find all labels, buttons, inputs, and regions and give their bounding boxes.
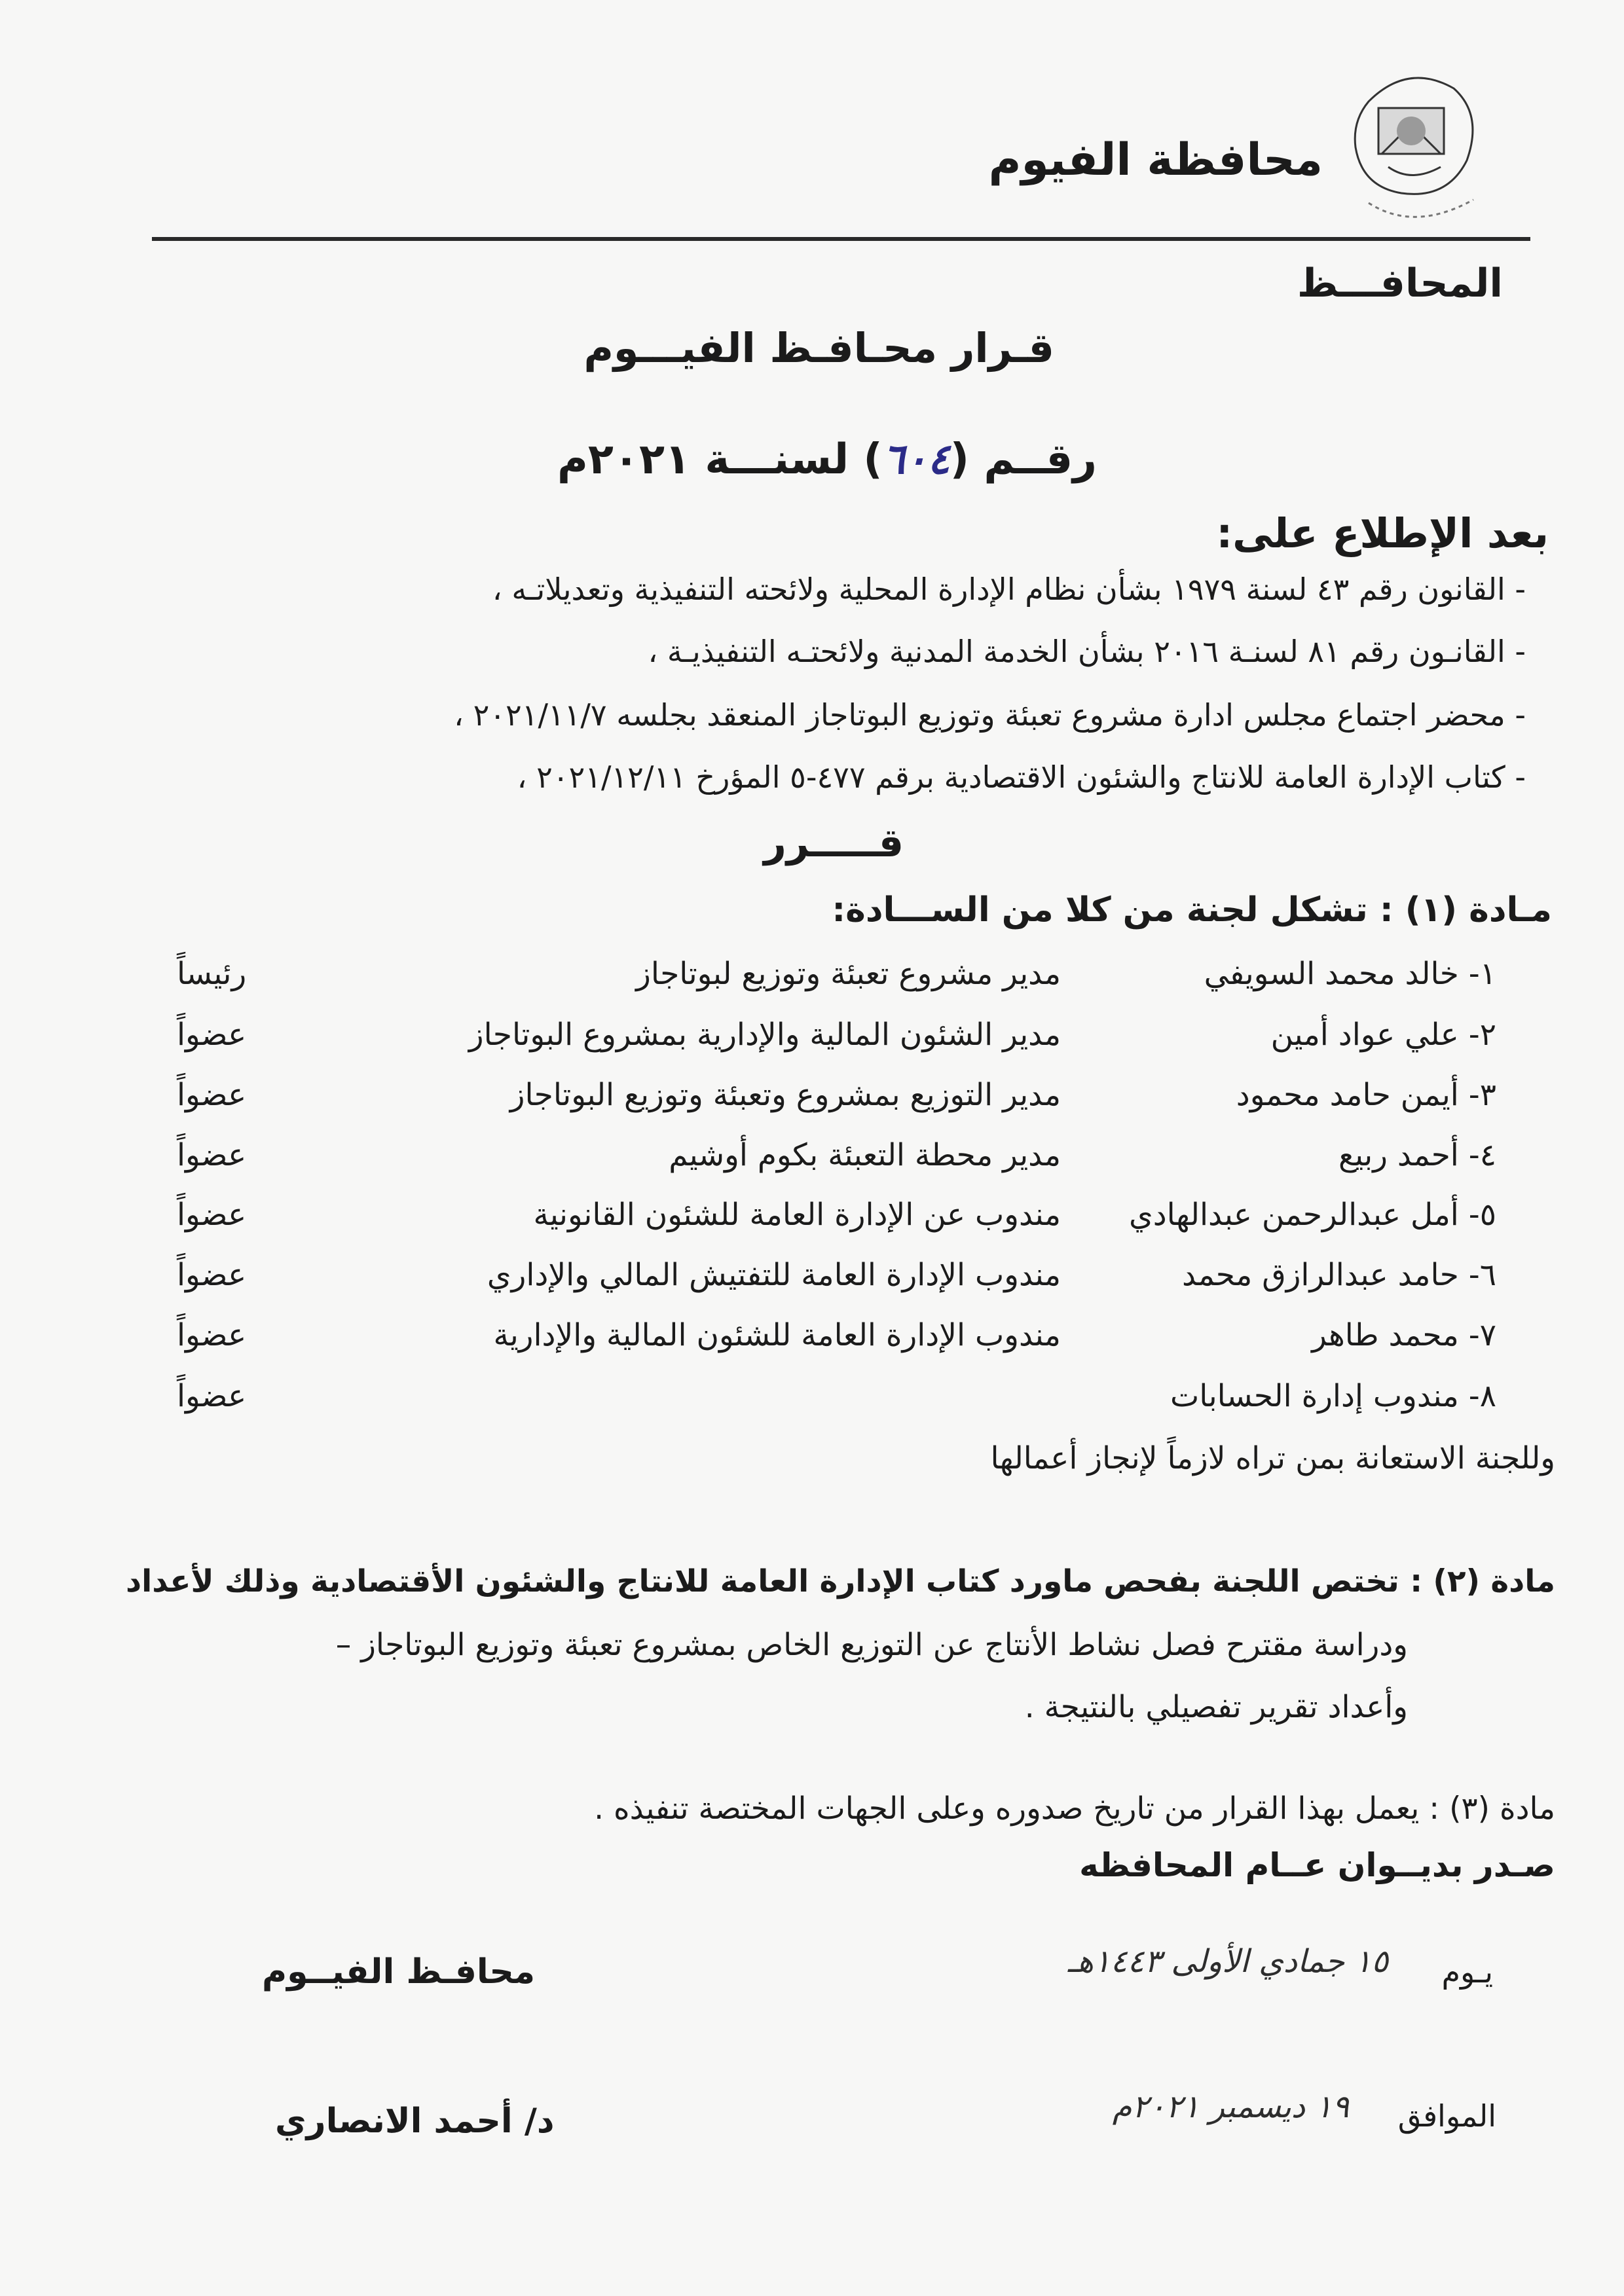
hijri-date: ١٥ جمادي الأولى ١٤٤٣هـ (1067, 1943, 1388, 1980)
decides-heading: قـــــرر (764, 820, 904, 866)
member-position: مدير محطة التعبئة بكوم أوشيم (669, 1137, 1061, 1173)
member-name: ٣- أيمن حامد محمود (1236, 1077, 1496, 1113)
decree-number-line (557, 435, 1097, 484)
references-heading: بعد الإطلاع على: (1216, 509, 1549, 557)
member-position: مدير الشئون المالية والإدارية بمشروع البوتاجاز (468, 1017, 1061, 1053)
article-2-line-1: مادة (٢) : تختص اللجنة بفحص ماورد كتاب الإدارة العامة للانتاج والشئون الأقتصادية وذلك لأعداد (126, 1563, 1555, 1599)
signatory-title: محافـظ الفيــوم (262, 1952, 536, 1992)
decree-number-suffix: ) لسنـــة ٢٠٢١م (557, 435, 883, 484)
governorate-seal-logo (1342, 62, 1483, 226)
member-position: مندوب الإدارة العامة للشئون المالية والإدارية (493, 1317, 1061, 1353)
member-name: ٥- أمل عبدالرحمن عبدالهادي (1128, 1197, 1496, 1233)
reference-item: - محضر اجتماع مجلس ادارة مشروع تعبئة وتوزيع البوتاجاز المنعقد بجلسه ٢٠٢١/١١/٧ ، (454, 697, 1526, 733)
member-position: مدير مشروع تعبئة وتوزيع لبوتاجاز (636, 956, 1061, 992)
member-name: ٤- أحمد ربيع (1338, 1137, 1496, 1173)
member-position: مندوب عن الإدارة العامة للشئون القانونية (533, 1197, 1061, 1233)
committee-assistance-note: وللجنة الاستعانة بمن تراه لازماً لإنجاز أعمالها (990, 1440, 1555, 1476)
member-role: عضواً (177, 1257, 247, 1293)
header-divider (152, 237, 1530, 241)
member-name: ٦- حامد عبدالرازق محمد (1181, 1257, 1496, 1293)
governorate-name: محافظة الفيوم (988, 134, 1323, 186)
decree-number: ٦٠٤ (882, 435, 950, 484)
article-2-line-2: ودراسة مقترح فصل نشاط الأنتاج عن التوزيع الخاص بمشروع تعبئة وتوزيع البوتاجاز – (335, 1627, 1408, 1663)
member-role: عضواً (177, 1137, 247, 1173)
member-role: عضواً (177, 1077, 247, 1113)
member-name: ٢- علي عواد أمين (1270, 1017, 1496, 1053)
member-role: عضواً (177, 1317, 247, 1353)
member-position: مدير التوزيع بمشروع وتعبئة وتوزيع البوتاجاز (509, 1077, 1061, 1113)
article-2-line-3: وأعداد تقرير تفصيلي بالنتيجة . (1024, 1689, 1408, 1725)
member-name: ٨- مندوب إدارة الحسابات (1170, 1378, 1496, 1414)
corresponding-label: الموافق (1397, 2098, 1496, 2134)
issuer-role: المحافـــظ (1297, 261, 1503, 306)
member-role: عضواً (177, 1197, 247, 1233)
member-role: عضواً (177, 1017, 247, 1053)
member-position: مندوب الإدارة العامة للتفتيش المالي والإداري (487, 1257, 1061, 1293)
member-name: ٧- محمد طاهر (1312, 1317, 1496, 1353)
day-label: يـوم (1441, 1954, 1493, 1990)
decree-number-prefix: رقــم ( (950, 435, 1097, 484)
article-1-heading: مـادة (١) : تشكل لجنة من كلا من الســـادة: (832, 890, 1552, 930)
reference-item: - القانـون رقم ٨١ لسنـة ٢٠١٦ بشأن الخدمة المدنية ولائحتـه التنفيذيـة ، (648, 634, 1526, 669)
member-role: رئيساً (177, 956, 247, 992)
member-role: عضواً (177, 1378, 247, 1414)
reference-item: - القانون رقم ٤٣ لسنة ١٩٧٩ بشأن نظام الإدارة المحلية ولائحته التنفيذية وتعديلاتـه ، (492, 572, 1526, 607)
member-name: ١- خالد محمد السويفي (1204, 956, 1496, 992)
signatory-name: د/ أحمد الانصاري (275, 2102, 555, 2141)
gregorian-date: ١٩ ديسمبر ٢٠٢١م (1112, 2088, 1349, 2125)
article-3-text: مادة (٣) : يعمل بهذا القرار من تاريخ صدوره وعلى الجهات المختصة تنفيذه . (594, 1791, 1555, 1827)
decree-title: قـرار محـافـظ الفيـــوم (583, 324, 1054, 372)
reference-item: - كتاب الإدارة العامة للانتاج والشئون الاقتصادية برقم ٤٧٧-٥ المؤرخ ٢٠٢١/١٢/١١ ، (517, 759, 1526, 795)
issued-at: صـدر بديــوان عــام المحافظه (1079, 1846, 1555, 1884)
